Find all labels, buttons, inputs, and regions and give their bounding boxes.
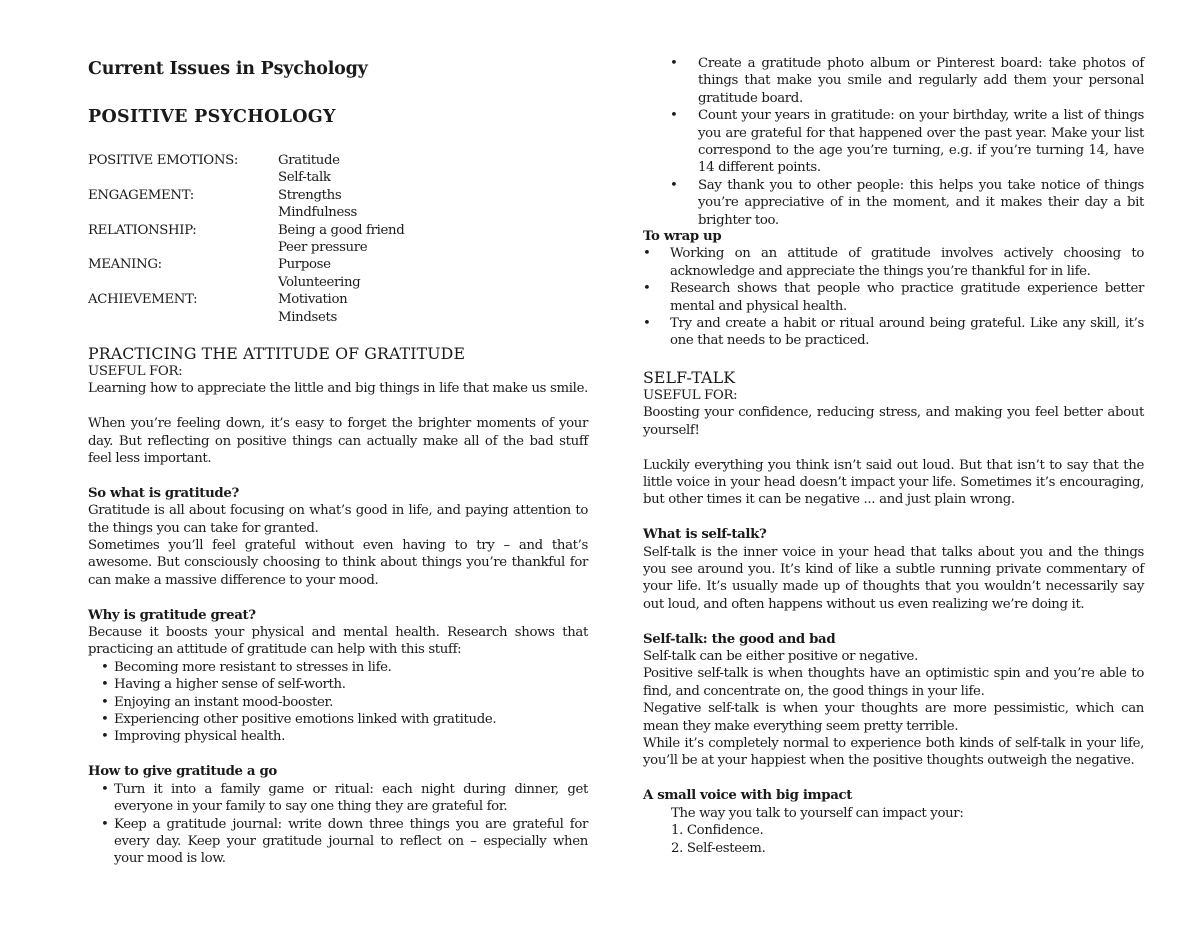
paragraph: The way you talk to yourself can impact your: [671, 805, 964, 821]
list-item: • Count your years in gratitude: on your birthday, write a list of things you are grateful for that happened over the past year. Make your list correspond to the age you’re turning, e.g. if you’re turning 14, have 14 different points. [643, 107, 1144, 177]
paragraph: Sometimes you’ll feel grateful without even having to try – and that’s awesome. But consciously choosing to think about things you’re thankful for can make a massive difference to your mood. [88, 538, 588, 588]
paragraph: Because it boosts your physical and mental health. Research shows that practicing an attitude of gratitude can help with this stuff: [88, 625, 588, 658]
paragraph: Self-talk is the inner voice in your head that talks about you and the things you see around you. It’s kind of like a subtle running private commentary of your life. It’s usually made up of thoughts that you wouldn’t necessarily say out loud, and often happens without us even realizing we’re doing it. [643, 544, 1144, 612]
gratitude-heading: PRACTICING THE ATTITUDE OF GRATITUDE [88, 344, 466, 363]
section-title-positive-psychology: POSITIVE PSYCHOLOGY [88, 107, 336, 127]
how-to-list [88, 781, 588, 868]
pillar-value: Purpose [278, 257, 331, 273]
useful-for-text: Learning how to appreciate the little and big things in life that make us smile. [88, 381, 588, 397]
pillar-value: Mindfulness [278, 205, 357, 221]
good-and-bad-heading: Self-talk: the good and bad [643, 631, 836, 647]
paragraph: Negative self-talk is when your thoughts are more pessimistic, which can mean they make everything seem pretty terrible. [643, 701, 1144, 734]
why-gratitude-heading: Why is gratitude great? [88, 607, 256, 623]
pillar-value: Strengths [278, 187, 342, 203]
pillar-values [278, 222, 508, 257]
list-item: • Improving physical health. [88, 728, 588, 745]
what-is-self-talk-heading: What is self-talk? [643, 527, 767, 543]
pillar-value: Peer pressure [278, 240, 368, 256]
paragraph: Self-talk can be either positive or negative. [643, 649, 918, 665]
useful-for-text: Boosting your confidence, reducing stress, and making you feel better about yourself! [643, 405, 1144, 438]
pillar-value: Self-talk [278, 170, 331, 186]
pillar-values [278, 187, 508, 222]
pillars-table [88, 152, 508, 326]
pillar-label: ENGAGEMENT: [88, 187, 194, 203]
document-title: Current Issues in Psychology [88, 59, 368, 79]
useful-for-label: USEFUL FOR: [88, 364, 183, 379]
wrap-up-section [643, 228, 1144, 350]
big-impact-heading: A small voice with big impact [643, 788, 853, 804]
how-to-continued [643, 55, 1144, 229]
pillar-row [88, 291, 508, 326]
pillar-row [88, 222, 508, 257]
pillar-value: Volunteering [278, 274, 361, 290]
self-talk-intro: Luckily everything you think isn’t said out loud. But that isn’t to say that the little voice in your head doesn’t impact your life. Sometimes it’s encouraging, but other times it can be negative ... and just plain wrong. [643, 457, 1144, 508]
wrap-up-heading: To wrap up [643, 229, 722, 244]
gratitude-section [88, 345, 588, 868]
list-item: • Working on an attitude of gratitude involves actively choosing to acknowledge and appreciate the things you’re thankful for in life. [643, 245, 1144, 280]
list-item: • Turn it into a family game or ritual: each night during dinner, get everyone in your family to say one thing they are grateful for. [88, 781, 588, 816]
pillar-value: Gratitude [278, 153, 340, 168]
list-item: • Experiencing other positive emotions linked with gratitude. [88, 711, 588, 728]
pillar-row [88, 187, 508, 222]
gratitude-intro: When you’re feeling down, it’s easy to forget the brighter moments of your day. But reflecting on positive things can actually make all of the bad stuff feel less important. [88, 416, 588, 467]
wrap-up-list [643, 245, 1144, 349]
paragraph: While it’s completely normal to experience both kinds of self-talk in your life, you’ll be at your happiest when the positive thoughts outweigh the negative. [643, 736, 1144, 769]
pillar-value: Mindsets [278, 309, 338, 325]
how-to-list-continued [643, 55, 1144, 229]
list-item: • Keep a gratitude journal: write down three things you are grateful for every day. Keep your gratitude journal to reflect on – especially when your mood is low. [88, 816, 588, 868]
list-item: • Say thank you to other people: this helps you take notice of things you’re appreciative of in the moment, and it makes their day a bit brighter too. [643, 177, 1144, 229]
list-item: 2. Self-esteem. [671, 840, 766, 856]
useful-for-label: USEFUL FOR: [643, 388, 738, 403]
list-item: 1. Confidence. [671, 823, 764, 839]
list-item: • Create a gratitude photo album or Pinterest board: take photos of things that make you smile and regularly add them your personal gratitude board. [643, 55, 1144, 107]
list-item: • Becoming more resistant to stresses in life. [88, 659, 588, 676]
pillar-value: Being a good friend [278, 222, 405, 238]
list-item: • Research shows that people who practice gratitude experience better mental and physical health. [643, 280, 1144, 315]
what-is-gratitude-heading: So what is gratitude? [88, 485, 239, 501]
pillar-label: ACHIEVEMENT: [88, 292, 198, 308]
pillar-values [278, 256, 508, 291]
pillar-label: MEANING: [88, 257, 162, 273]
pillar-label: RELATIONSHIP: [88, 222, 197, 238]
self-talk-section [643, 369, 1144, 857]
list-item: • Having a higher sense of self-worth. [88, 676, 588, 693]
how-to-heading: How to give gratitude a go [88, 764, 277, 780]
paragraph: Positive self-talk is when thoughts have an optimistic spin and you’re able to find, and concentrate on, the good things in your life. [643, 666, 1144, 699]
benefits-list [88, 659, 588, 746]
pillar-values [278, 152, 508, 187]
list-item: • Try and create a habit or ritual around being grateful. Like any skill, it’s one that needs to be practiced. [643, 315, 1144, 350]
paragraph: Gratitude is all about focusing on what’s good in life, and paying attention to the things you can take for granted. [88, 503, 588, 536]
pillar-value: Motivation [278, 292, 348, 308]
list-item: • Enjoying an instant mood-booster. [88, 694, 588, 711]
pillar-values [278, 291, 508, 326]
self-talk-heading: SELF-TALK [643, 368, 736, 387]
pillar-label: POSITIVE EMOTIONS: [88, 153, 239, 168]
pillar-row [88, 256, 508, 291]
pillar-row [88, 152, 508, 187]
